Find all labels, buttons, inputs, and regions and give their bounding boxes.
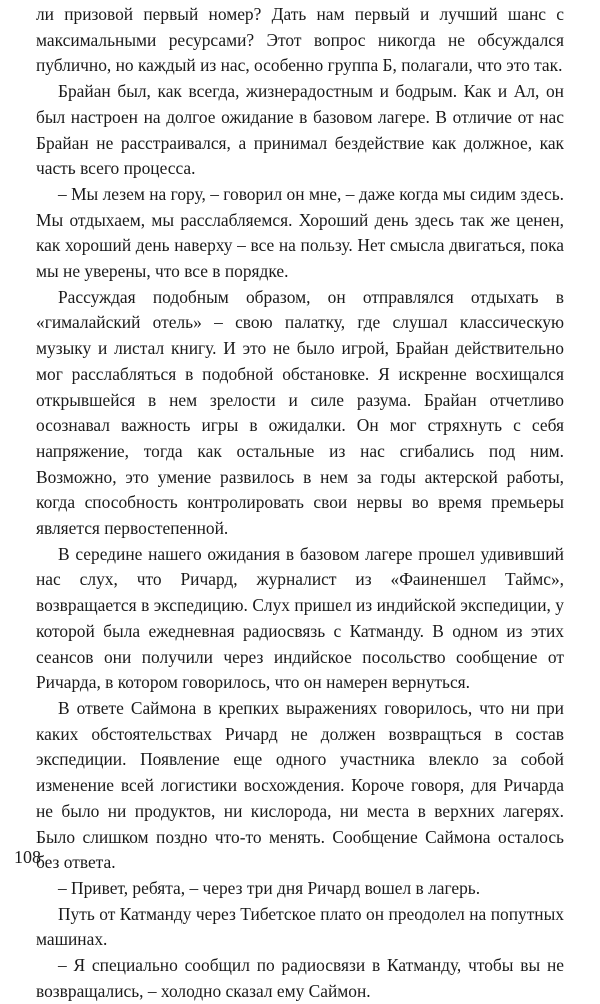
paragraph-continued: ли призовой первый номер? Дать нам первый и лучший шанс с максимальными ресурсами? Этот вопрос никогда не обсуждался публично, но каждый из нас, особенно группа Б, полагали, что это так. (36, 4, 564, 76)
paragraph: В середине нашего ожидания в базовом лагере прошел удививший нас слух, что Ричард, журналист из «Фаиненшел Таймс», возвращается в экспедицию. Слух пришел из индийской экспедиции, у которой была ежедневная радиосвязь с Катманду. В одном из этих сеансов они получили через индийское посольство сообщение от Ричарда, в котором говорилось, что он намерен вернуться. (36, 543, 564, 693)
paragraph: – Я специально сообщил по радиосвязи в Катманду, чтобы вы не возвращались, – холодно сказал ему Саймон. (36, 955, 564, 1001)
paragraph: – Мы лезем на гору, – говорил он мне, – даже когда мы сидим здесь. Мы отдыхаем, мы расслабляемся. Хороший день здесь так же ценен, как хороший день наверху – все на пользу. Нет смысла двигаться, пока мы не уверены, что все в порядке. (36, 183, 564, 282)
paragraph: В ответе Саймона в крепких выражениях говорилось, что ни при каких обстоятельствах Ричард не должен возвращться в состав экспедиции. Появление еще одного участника влекло за собой изменение всей логистики восхождения. Короче говоря, для Ричарда не было ни продуктов, ни кислорода, ни места в верхних лагерях. Было слишком поздно что-то менять. Сообщение Саймона осталось без ответа. (36, 697, 564, 873)
paragraph: Рассуждая подобным образом, он отправлялся отдыхать в «гималайский отель» – свою палатку, где слушал классическую музыку и листал книгу. И это не было игрой, Брайан действительно мог расслабляться в подобной обстановке. Я искренне восхищался открывшейся в нем зрелости и силе разума. Брайан отчетливо осознавал важность игры в ожидалки. Он мог стряхнуть с себя напряжение, тогда как остальные из нас сгибались под ним. Возможно, это умение развилось в нем за годы актерской работы, когда способность контролировать свои нервы во время премьеры является первостепенной. (36, 286, 564, 539)
page-text (36, 2, 564, 1004)
page-number: 108 (14, 847, 41, 867)
paragraph: Брайан был, как всегда, жизнерадостным и бодрым. Как и Ал, он был настроен на долгое ожидание в базовом лагере. В отличие от нас Брайан не расстраивался, а принимал бездействие как должное, как часть всего процесса. (36, 81, 564, 179)
paragraph: – Привет, ребята, – через три дня Ричард вошел в лагерь. (58, 877, 481, 898)
paragraph: Путь от Катманду через Тибетское плато он преодолел на попутных машинах. (36, 903, 564, 950)
